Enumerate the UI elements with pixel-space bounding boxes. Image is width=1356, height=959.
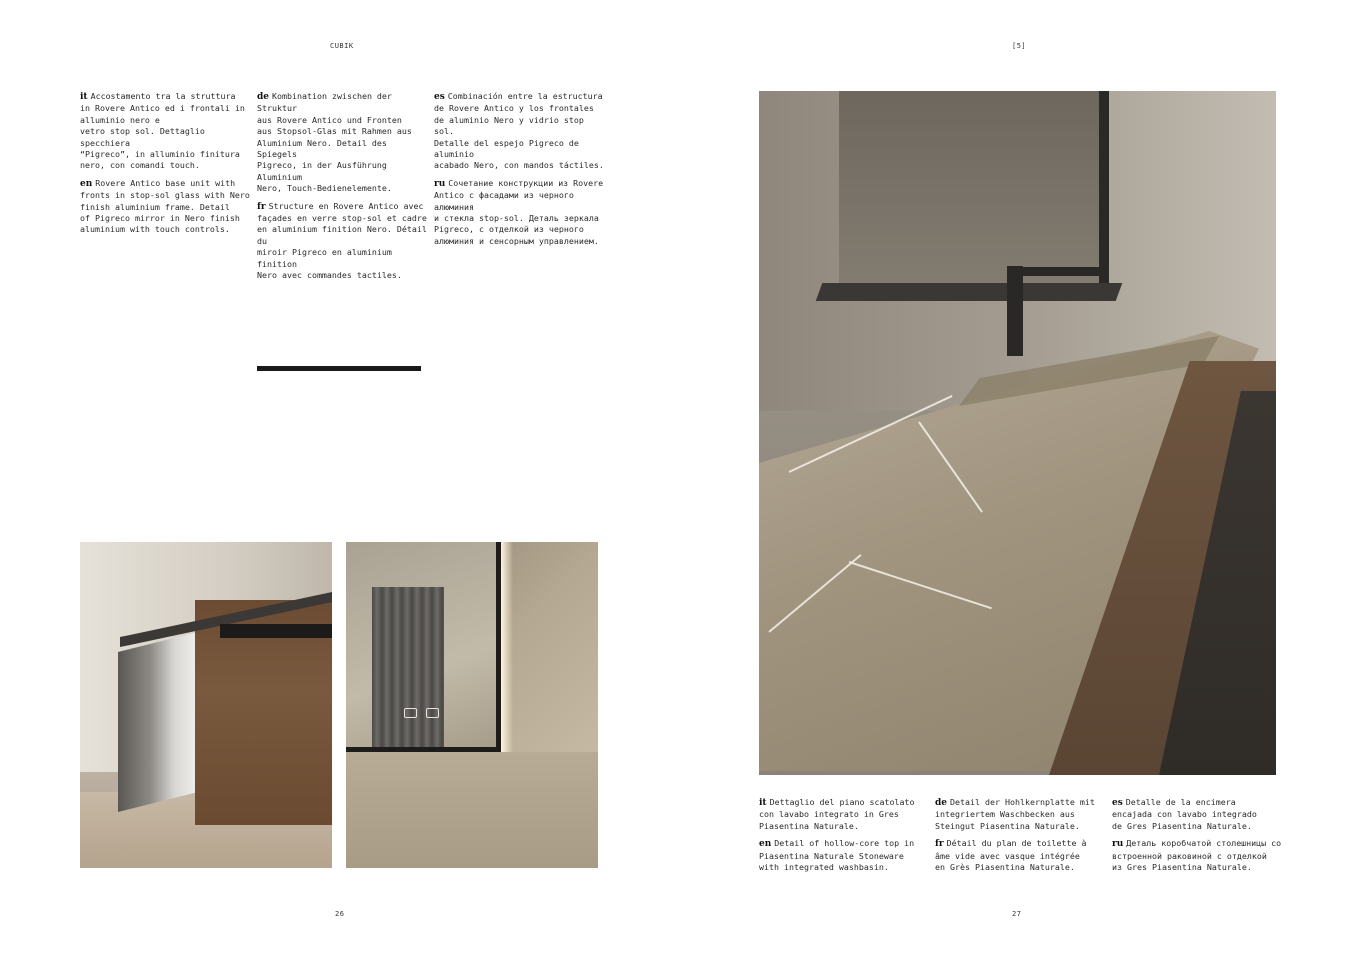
caption-it [80, 91, 250, 172]
caption-column-de-fr [257, 91, 427, 288]
caption-text: Detail of hollow-core top in Piasentina Naturale Stoneware with integrated washbasin. [759, 838, 915, 873]
caption-column-es-ru [434, 91, 604, 253]
page-number-right: 27 [1012, 910, 1022, 918]
caption-column-it-en [80, 91, 250, 242]
lang-code: en [80, 178, 93, 189]
caption-de [257, 91, 427, 195]
caption-en [80, 178, 250, 236]
mirror-shape [839, 91, 1109, 296]
cabinet-handle [220, 624, 332, 638]
right-page [678, 0, 1356, 959]
caption-ru [434, 178, 604, 247]
page-number-left: 26 [335, 910, 345, 918]
touch-control-icon [426, 708, 439, 718]
touch-control-icon [404, 708, 417, 718]
caption-text: Detail der Hohlkernplatte mit integriertem Waschbecken aus Steingut Piasentina Naturale. [935, 797, 1095, 831]
faucet-spout [1017, 267, 1107, 276]
caption-es [1112, 797, 1282, 832]
lang-code: ru [1112, 839, 1124, 850]
running-header-marker: [5] [1012, 42, 1027, 50]
lang-code: de [935, 798, 948, 808]
lang-code: fr [935, 839, 944, 850]
cabinet-glass-side [118, 632, 198, 812]
lang-code: es [434, 92, 445, 102]
caption-es [434, 91, 604, 172]
mirror-led-glow [501, 542, 513, 752]
caption-text: Сочетание конструкции из Rovere Antico с фасадами из черного алюминия и стекла stop-sol. Деталь зеркала Pigreco, с отделкой из черного алюминия и сенсорным управлением. [434, 177, 604, 246]
caption-it [759, 797, 929, 832]
faucet-body [1007, 266, 1023, 356]
photo-mirror-radiator-detail [346, 542, 598, 868]
caption-column-es-ru-bottom [1112, 797, 1282, 879]
caption-text: Kombination zwischen der Struktur aus Rovere Antico und Fronten aus Stopsol-Glas mit Rahmen aus Aluminium Nero. Detail des Spiegels Pigreco, in der Ausführung Aluminium Nero, Touch-Bedienelemente. [257, 91, 412, 194]
lang-code: it [759, 798, 767, 808]
caption-text: Деталь коробчатой столешницы со встроенной раковиной с отделкой из Gres Piasentina Naturale. [1112, 838, 1282, 873]
caption-column-it-en-bottom [759, 797, 929, 879]
running-header-title: CUBIK [330, 42, 354, 50]
caption-text: Accostamento tra la struttura in Rovere Antico ed i frontali in alluminio nero e vetro stop sol. Dettaglio specchiera “Pigreco”, in alluminio finitura nero, con comandi touch. [80, 91, 245, 171]
caption-column-de-fr-bottom [935, 797, 1105, 879]
caption-text: Détail du plan de toilette à âme vide avec vasque intégrée en Grès Piasentina Naturale. [935, 838, 1087, 873]
lang-code: en [759, 839, 772, 850]
caption-en [759, 838, 929, 873]
divider-rule [257, 366, 421, 371]
caption-ru [1112, 838, 1282, 873]
caption-text: Structure en Rovere Antico avec façades en verre stop-sol et cadre en aluminium finition Nero. Détail du miroir Pigreco en aluminium finition Nero avec commandes tactiles. [257, 200, 427, 281]
caption-text: Rovere Antico base unit with fronts in stop-sol glass with Nero finish aluminium frame. Detail of Pigreco mirror in Nero finish aluminium with touch controls. [80, 177, 250, 235]
lang-code: it [80, 92, 88, 102]
lang-code: es [1112, 798, 1123, 808]
caption-text: Combinación entre la estructura de Rovere Antico y los frontales de aluminio Nero y vidrio stop sol. Detalle del espejo Pigreco de aluminio acabado Nero, con mandos táctiles. [434, 91, 604, 171]
caption-text: Dettaglio del piano scatolato con lavabo integrato in Gres Piasentina Naturale. [759, 797, 915, 831]
caption-de [935, 797, 1105, 832]
caption-fr [935, 838, 1105, 873]
radiator-reflection [372, 587, 444, 747]
lang-code: fr [257, 201, 266, 212]
mirror-ledge [816, 283, 1123, 301]
caption-fr [257, 201, 427, 282]
caption-text: Detalle de la encimera encajada con lavabo integrado de Gres Piasentina Naturale. [1112, 797, 1257, 831]
photo-washbasin-top [759, 91, 1276, 775]
mirror-frame-vertical [496, 542, 501, 752]
photo-cabinet-detail [80, 542, 332, 868]
lang-code: ru [434, 178, 446, 189]
counter-stone [346, 752, 598, 868]
lang-code: de [257, 92, 270, 102]
